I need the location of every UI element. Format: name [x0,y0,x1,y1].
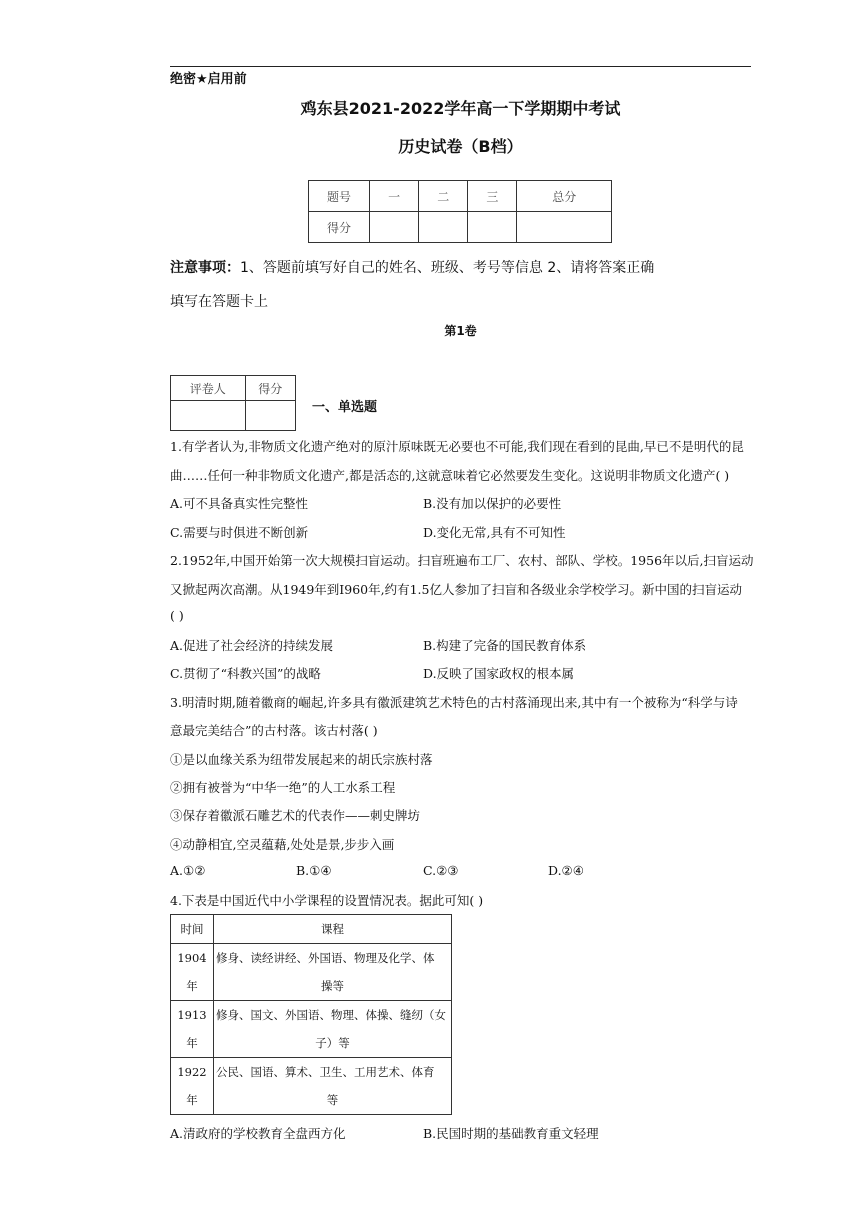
course-time [171,944,214,1001]
score-header-cell: 二 [419,181,468,212]
question-item: ④动静相宜,空灵蕴藉,处处是景,步步入画 [170,837,395,852]
notice-line-2: 填写在答题卡上 [170,294,268,310]
score-cell [468,212,517,243]
course-line: 子）等 [315,1036,350,1050]
answer-option[interactable]: B.没有加以保护的必要性 [423,496,562,511]
notice-line-1 [170,257,760,277]
course-time [171,1058,214,1115]
answer-option[interactable]: B.民国时期的基础教育重文轻理 [423,1126,599,1141]
score-cell [370,212,419,243]
score-header-cell: 题号 [309,181,370,212]
header-rule [170,66,751,67]
notice-label: 注意事项： [170,260,240,276]
answer-option[interactable]: D.②④ [548,863,584,878]
year-text: 1922 [177,1065,207,1079]
volume-label: 第1卷 [444,324,477,338]
course-table [170,914,452,1115]
grader-header: 评卷人 [171,376,246,401]
course-line: 公民、国语、算术、卫生、工用艺术、体育 [216,1065,435,1079]
question-item: ③保存着徽派石雕艺术的代表作——刺史牌坊 [170,808,421,823]
question-text: 4.下表是中国近代中小学课程的设置情况表。据此可知( ) [170,893,484,908]
question-text: 1.有学者认为,非物质文化遗产绝对的原汁原味既无必要也不可能,我们现在看到的昆曲,早已不是明代的昆 [170,439,744,454]
table-row [171,944,452,1001]
score-row-label: 得分 [309,212,370,243]
section-title: 一、单选题 [312,400,378,415]
score-table [308,180,612,243]
score-header-cell: 一 [370,181,419,212]
score-header-cell: 三 [468,181,517,212]
grader-cell [171,401,246,431]
question-text: 又掀起两次高潮。从1949年到I960年,约有1.5亿人参加了扫盲和各级业余学校学习。新中国的扫盲运动 [170,582,742,597]
course-content [214,1001,452,1058]
year-text: 1904 [177,951,207,965]
course-header-course: 课程 [214,915,452,944]
table-row [171,1001,452,1058]
course-time [171,1001,214,1058]
answer-option[interactable]: A.①② [170,863,206,878]
exam-subtitle: 历史试卷（B档） [398,137,523,156]
course-content [214,944,452,1001]
answer-option[interactable]: B.构建了完备的国民教育体系 [423,638,587,653]
confidential-mark: 绝密★启用前 [170,72,247,87]
year-text: 1913 [177,1008,207,1022]
grader-table [170,375,296,431]
course-line: 等 [326,1093,339,1107]
question-item: ①是以血缘关系为纽带发展起来的胡氏宗族村落 [170,752,433,767]
answer-option[interactable]: C.需要与时俱进不断创新 [170,525,309,540]
course-line: 修身、国文、外国语、物理、体操、缝纫（女 [216,1008,446,1022]
answer-option[interactable]: A.可不具备真实性完整性 [170,496,309,511]
answer-option[interactable]: A.促进了社会经济的持续发展 [170,638,334,653]
question-text: 2.1952年,中国开始第一次大规模扫盲运动。扫盲班遍布工厂、农村、部队、学校。1956年以后,扫盲运动 [170,553,754,568]
table-row [171,1058,452,1115]
course-line: 修身、读经讲经、外国语、物理及化学、体 [216,951,435,965]
score-cell [419,212,468,243]
score-cell [517,212,612,243]
year-unit: 年 [186,979,198,993]
answer-option[interactable]: B.①④ [296,863,332,878]
exam-title: 鸡东县2021-2022学年高一下学期期中考试 [300,99,621,118]
question-text: 意最完美结合”的古村落。该古村落( ) [170,723,378,738]
question-text: ( ) [170,608,184,623]
question-item: ②拥有被誉为“中华一绝”的人工水系工程 [170,780,396,795]
score-header-cell: 总分 [517,181,612,212]
grader-header: 得分 [245,376,295,401]
answer-option[interactable]: C.贯彻了“科教兴国”的战略 [170,666,321,681]
course-header-time: 时间 [171,915,214,944]
year-unit: 年 [186,1093,198,1107]
question-text: 3.明清时期,随着徽商的崛起,许多具有徽派建筑艺术特色的古村落涌现出来,其中有一个被称为“科学与诗 [170,695,738,710]
course-line: 操等 [321,979,344,993]
year-unit: 年 [186,1036,198,1050]
answer-option[interactable]: D.反映了国家政权的根本属 [423,666,575,681]
grader-cell [245,401,295,431]
answer-option[interactable]: A.清政府的学校教育全盘西方化 [170,1126,346,1141]
notice-text: 1、答题前填写好自己的姓名、班级、考号等信息 2、请将答案正确 [240,260,655,276]
answer-option[interactable]: D.变化无常,具有不可知性 [423,525,566,540]
answer-option[interactable]: C.②③ [423,863,459,878]
course-content [214,1058,452,1115]
question-text: 曲……任何一种非物质文化遗产,都是活态的,这就意味着它必然要发生变化。这说明非物质文化遗产( ) [170,468,730,483]
